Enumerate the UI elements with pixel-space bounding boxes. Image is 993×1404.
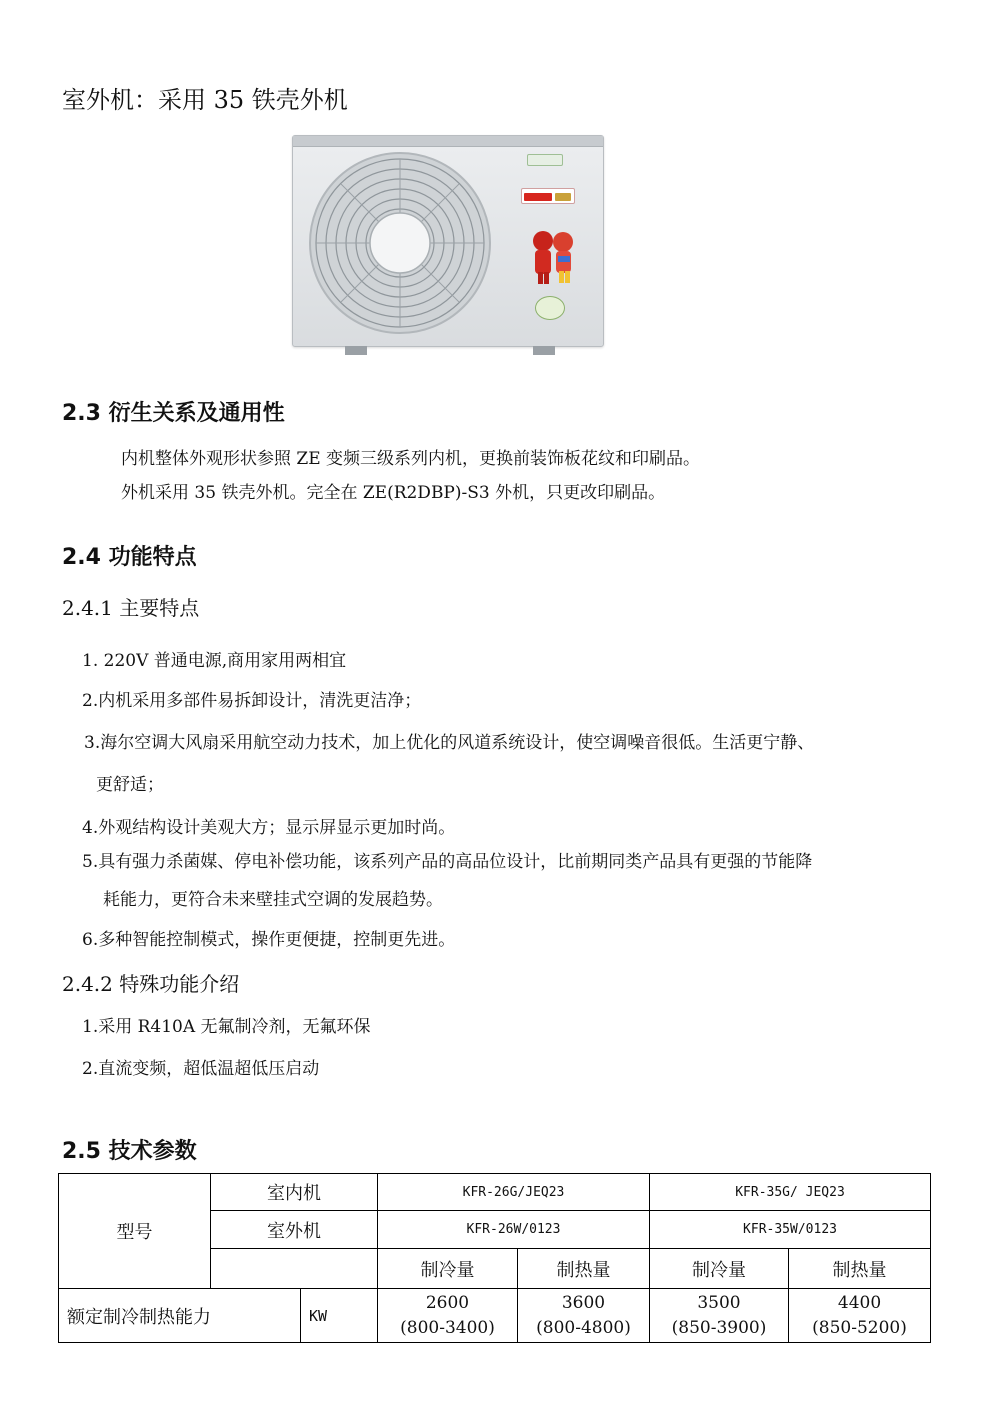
- capacity-value-cell: [518, 1289, 650, 1343]
- brand-logo: [521, 188, 575, 204]
- special-feature-item: 2.直流变频，超低温超低压启动: [82, 1059, 320, 1079]
- outdoor-unit-image: [292, 135, 604, 347]
- feature-item: 1. 220V 普通电源,商用家用两相宜: [82, 651, 347, 671]
- capacity-range: (850-3900): [671, 1317, 767, 1338]
- fan-grille: [309, 152, 491, 334]
- capacity-main: 2600: [425, 1292, 470, 1313]
- model-b-indoor-cell: KFR-35G/ JEQ23: [650, 1174, 931, 1211]
- mascot-icon: [529, 228, 577, 288]
- feature-item-continuation: 耗能力，更符合未来壁挂式空调的发展趋势。: [103, 890, 443, 910]
- cooling-header: 制冷量: [650, 1249, 789, 1289]
- capacity-main: 3500: [697, 1292, 741, 1313]
- capacity-range: (800-3400): [400, 1317, 495, 1338]
- feature-item: 4.外观结构设计美观大方；显示屏显示更加时尚。: [82, 818, 456, 838]
- feature-item: 2.内机采用多部件易拆卸设计，清洗更洁净；: [82, 691, 422, 711]
- section-2-4-1-title: 2.4.1 主要特点: [62, 596, 200, 620]
- outdoor-unit-heading: 室外机：采用 35 铁壳外机: [62, 86, 348, 114]
- fan-grille-icon: [311, 154, 489, 332]
- capacity-value-cell: [378, 1289, 518, 1343]
- capacity-value-cell: [789, 1289, 931, 1343]
- section-2-3-paragraph: 外机采用 35 铁壳外机。完全在 ZE(R2DBP)-S3 外机，只更改印刷品。: [121, 483, 666, 503]
- outdoor-unit-label: 室外机: [211, 1211, 378, 1249]
- indoor-unit-label: 室内机: [211, 1174, 378, 1211]
- haier-logo-icon: [522, 190, 574, 204]
- capacity-range: (800-4800): [536, 1317, 631, 1338]
- model-a-indoor-cell: KFR-26G/JEQ23: [378, 1174, 650, 1211]
- capacity-label: 额定制冷制热能力: [59, 1289, 301, 1343]
- section-2-4-2-title: 2.4.2 特殊功能介绍: [62, 972, 240, 996]
- feature-item: 6.多种智能控制模式，操作更便捷，控制更先进。: [82, 930, 456, 950]
- model-a-outdoor-cell: KFR-26W/0123: [378, 1211, 650, 1249]
- heating-header: 制热量: [518, 1249, 650, 1289]
- heating-header: 制热量: [789, 1249, 931, 1289]
- section-2-3-title: 2.3 衍生关系及通用性: [62, 401, 285, 426]
- cooling-header: 制冷量: [378, 1249, 518, 1289]
- unit-top-panel: [293, 136, 603, 147]
- section-2-3-paragraph: 内机整体外观形状参照 ZE 变频三级系列内机，更换前装饰板花纹和印刷品。: [121, 449, 701, 469]
- table-row: [59, 1289, 931, 1343]
- feature-item-continuation: 更舒适；: [96, 775, 164, 795]
- haier-brothers-mascot: [529, 228, 577, 292]
- empty-cell: [211, 1249, 378, 1289]
- capacity-range: (850-5200): [812, 1317, 907, 1338]
- capacity-main: 3600: [561, 1292, 606, 1313]
- special-feature-item: 1.采用 R410A 无氟制冷剂，无氟环保: [82, 1017, 371, 1037]
- green-eco-logo: [535, 296, 565, 320]
- unit-foot-right: [533, 346, 555, 355]
- section-2-5-title: 2.5 技术参数: [62, 1139, 197, 1164]
- model-b-outdoor-cell: KFR-35W/0123: [650, 1211, 931, 1249]
- feature-item: 5.具有强力杀菌媒、停电补偿功能，该系列产品的高品位设计，比前期同类产品具有更强的节能降: [82, 852, 813, 872]
- feature-item: 3.海尔空调大风扇采用航空动力技术，加上优化的风道系统设计，使空调噪音很低。生活更宁静、: [84, 733, 815, 753]
- unit-cell: KW: [301, 1289, 378, 1343]
- model-label-cell: 型号: [59, 1174, 211, 1289]
- capacity-main: 4400: [837, 1292, 882, 1313]
- section-2-4-title: 2.4 功能特点: [62, 545, 197, 570]
- spec-table: [58, 1173, 931, 1343]
- table-row: [59, 1174, 931, 1211]
- unit-foot-left: [345, 346, 367, 355]
- capacity-value-cell: [650, 1289, 789, 1343]
- energy-badge: [527, 154, 563, 166]
